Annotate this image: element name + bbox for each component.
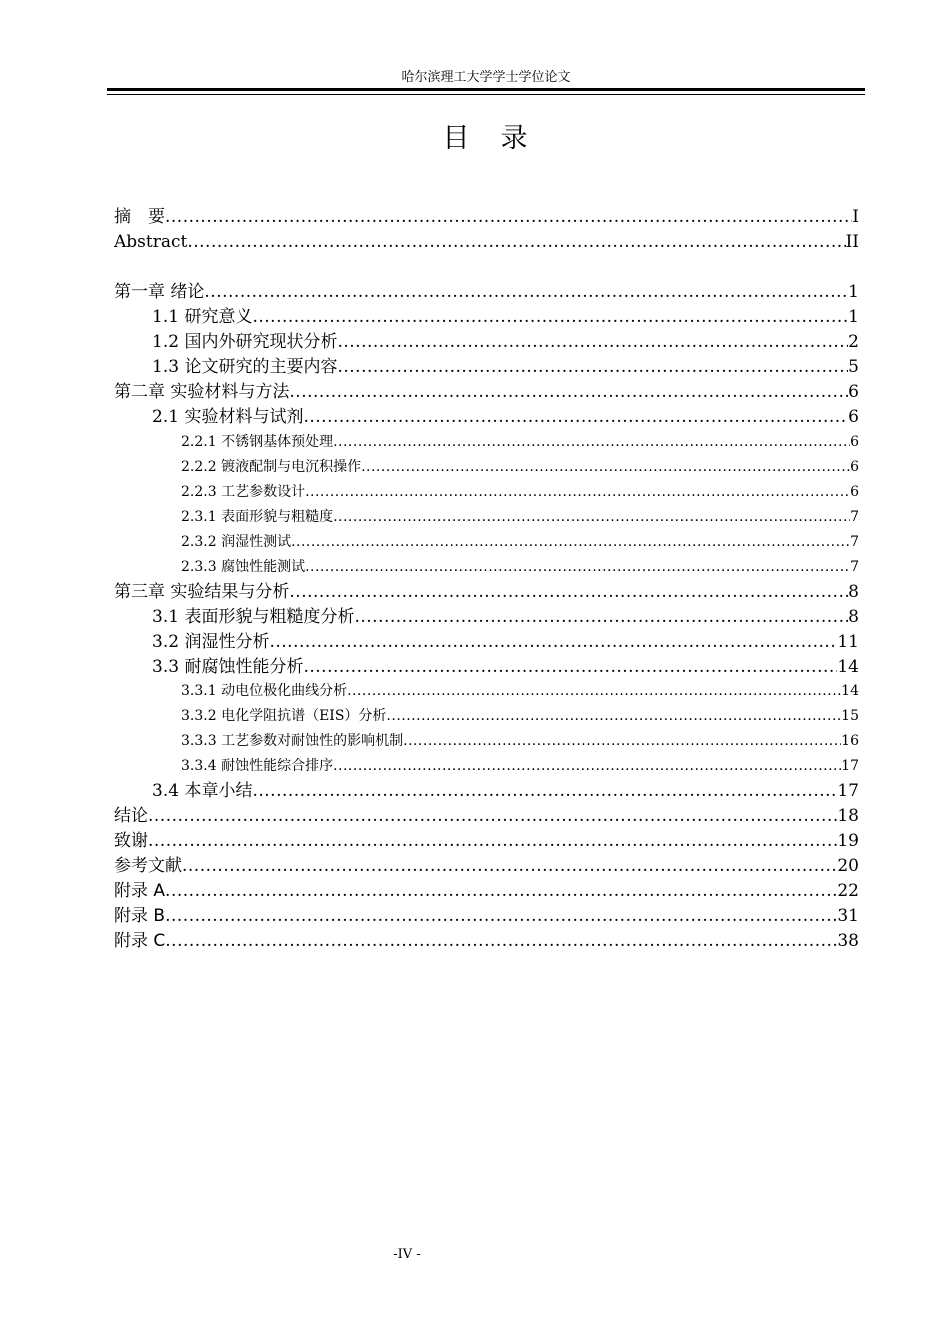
toc-leader-dots xyxy=(187,231,845,253)
toc-entry[interactable] xyxy=(181,508,859,526)
toc-entry-label: 3.3.2 电化学阻抗谱（EIS）分析 xyxy=(181,708,387,724)
toc-entry[interactable] xyxy=(152,331,859,353)
toc-entry-page: 6 xyxy=(848,382,859,402)
toc-entry-label: 3.3.3 工艺参数对耐蚀性的影响机制 xyxy=(181,733,404,749)
toc-leader-dots xyxy=(403,732,841,750)
toc-entry[interactable] xyxy=(152,356,859,378)
toc-entry[interactable] xyxy=(181,558,859,576)
toc-entry-label: 3.1 表面形貌与粗糙度分析 xyxy=(152,607,355,627)
toc-entry-label: 附录 B xyxy=(114,906,166,926)
toc-entry-label: 致谢 xyxy=(114,831,148,851)
toc-entry-label: 第一章 绪论 xyxy=(114,282,205,302)
toc-entry[interactable] xyxy=(114,206,859,228)
toc-entry-page: 5 xyxy=(848,357,859,377)
toc-entry[interactable] xyxy=(152,606,859,628)
toc-leader-dots xyxy=(269,631,837,653)
toc-leader-dots xyxy=(305,558,850,576)
toc-entry-page: 2 xyxy=(848,332,859,352)
toc-leader-dots xyxy=(165,206,852,228)
toc-entry-page: 6 xyxy=(850,434,859,450)
toc-entry-label: 2.2.1 不锈钢基体预处理 xyxy=(181,434,334,450)
toc-entry[interactable] xyxy=(114,805,859,827)
toc-entry[interactable] xyxy=(152,780,859,802)
toc-entry[interactable] xyxy=(181,707,859,725)
toc-entry-label: 2.3.3 腐蚀性能测试 xyxy=(181,559,306,575)
toc-entry[interactable] xyxy=(181,682,859,700)
toc-entry-page: 18 xyxy=(837,806,859,826)
toc-entry[interactable] xyxy=(152,656,859,678)
toc-entry-page: 7 xyxy=(850,509,859,525)
toc-entry-label: 2.3.2 润湿性测试 xyxy=(181,534,292,550)
toc-entry[interactable] xyxy=(181,533,859,551)
toc-entry[interactable] xyxy=(152,306,859,328)
toc-entry[interactable] xyxy=(114,930,859,952)
toc-entry-page: 6 xyxy=(850,484,859,500)
toc-entry-page: 31 xyxy=(837,906,859,926)
toc-entry-page: 11 xyxy=(837,632,859,652)
page-number: -IV - xyxy=(393,1247,421,1262)
toc-entry[interactable] xyxy=(152,631,859,653)
toc-entry[interactable] xyxy=(114,281,859,303)
toc-entry-label: 3.3.4 耐蚀性能综合排序 xyxy=(181,758,334,774)
toc-entry-page: I xyxy=(852,207,859,227)
toc-entry-label: 1.2 国内外研究现状分析 xyxy=(152,332,338,352)
toc-entry-label: 2.2.3 工艺参数设计 xyxy=(181,484,306,500)
toc-entry-page: 1 xyxy=(848,307,859,327)
toc-leader-dots xyxy=(165,880,837,902)
toc-entry-page: 38 xyxy=(837,931,859,951)
running-header: 哈尔滨理工大学学士学位论文 xyxy=(401,70,571,85)
toc-entry-page: 7 xyxy=(850,559,859,575)
toc-entry-label: 3.4 本章小结 xyxy=(152,781,253,801)
toc-entry-label: 第二章 实验材料与方法 xyxy=(114,382,290,402)
toc-leader-dots xyxy=(252,780,837,802)
toc-leader-dots xyxy=(361,458,850,476)
toc-leader-dots xyxy=(165,905,837,927)
toc-entry-label: 结论 xyxy=(114,806,148,826)
toc-entry-page: 15 xyxy=(841,708,859,724)
toc-leader-dots xyxy=(303,406,848,428)
toc-entry-label: 1.1 研究意义 xyxy=(152,307,253,327)
toc-entry[interactable] xyxy=(181,483,859,501)
toc-entry[interactable] xyxy=(181,732,859,750)
toc-leader-dots xyxy=(148,830,837,852)
toc-leader-dots xyxy=(204,281,848,303)
toc-leader-dots xyxy=(354,606,848,628)
toc-entry-page: II xyxy=(845,232,859,252)
toc-entry-label: 3.3.1 动电位极化曲线分析 xyxy=(181,683,348,699)
toc-leader-dots xyxy=(182,855,837,877)
toc-leader-dots xyxy=(252,306,848,328)
toc-entry-label: 3.3 耐腐蚀性能分析 xyxy=(152,657,304,677)
toc-entry[interactable] xyxy=(114,880,859,902)
toc-entry-label: Abstract xyxy=(114,232,188,252)
page-title: 目 录 xyxy=(442,123,530,154)
toc-leader-dots xyxy=(289,381,848,403)
toc-entry-page: 19 xyxy=(837,831,859,851)
toc-entry-page: 22 xyxy=(837,881,859,901)
toc-entry-page: 17 xyxy=(841,758,859,774)
toc-entry[interactable] xyxy=(114,905,859,927)
toc-entry[interactable] xyxy=(114,830,859,852)
toc-entry[interactable] xyxy=(181,757,859,775)
toc-entry-page: 8 xyxy=(848,607,859,627)
toc-entry-label: 参考文献 xyxy=(114,856,182,876)
toc-entry-page: 16 xyxy=(841,733,859,749)
toc-leader-dots xyxy=(333,433,850,451)
toc-entry-page: 14 xyxy=(841,683,859,699)
toc-entry[interactable] xyxy=(181,458,859,476)
toc-leader-dots xyxy=(291,533,850,551)
toc-entry-page: 6 xyxy=(850,459,859,475)
toc-leader-dots xyxy=(333,508,850,526)
toc-entry-label: 附录 C xyxy=(114,931,166,951)
toc-entry-page: 8 xyxy=(848,582,859,602)
toc-leader-dots xyxy=(165,930,837,952)
toc-entry-label: 2.1 实验材料与试剂 xyxy=(152,407,304,427)
toc-leader-dots xyxy=(337,356,848,378)
toc-leader-dots xyxy=(347,682,841,700)
toc-entry-page: 14 xyxy=(837,657,859,677)
toc-leader-dots xyxy=(333,757,841,775)
toc-entry-page: 1 xyxy=(848,282,859,302)
toc-entry-page: 17 xyxy=(837,781,859,801)
toc-entry-label: 2.2.2 镀液配制与电沉积操作 xyxy=(181,459,362,475)
toc-leader-dots xyxy=(289,581,848,603)
toc-leader-dots xyxy=(148,805,837,827)
toc-entry-label: 附录 A xyxy=(114,881,166,901)
toc-entry-label: 摘 要 xyxy=(114,207,165,227)
toc-entry[interactable] xyxy=(114,381,859,403)
toc-entry[interactable] xyxy=(114,581,859,603)
toc-entry-page: 7 xyxy=(850,534,859,550)
toc-entry[interactable] xyxy=(114,231,859,253)
toc-entry-page: 6 xyxy=(848,407,859,427)
toc-entry-page: 20 xyxy=(837,856,859,876)
toc-entry[interactable] xyxy=(181,433,859,451)
toc-entry-label: 3.2 润湿性分析 xyxy=(152,632,270,652)
toc-entry[interactable] xyxy=(152,406,859,428)
toc-entry-label: 2.3.1 表面形貌与粗糙度 xyxy=(181,509,334,525)
toc-leader-dots xyxy=(337,331,848,353)
toc-leader-dots xyxy=(305,483,850,501)
toc-leader-dots xyxy=(303,656,837,678)
toc-entry[interactable] xyxy=(114,855,859,877)
toc-entry-label: 第三章 实验结果与分析 xyxy=(114,582,290,602)
toc-leader-dots xyxy=(386,707,841,725)
toc-entry-label: 1.3 论文研究的主要内容 xyxy=(152,357,338,377)
